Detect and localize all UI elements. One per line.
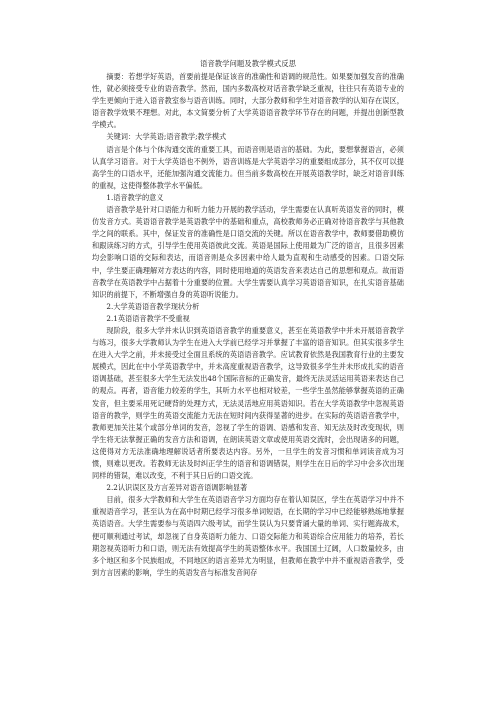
article-body <box>92 58 404 579</box>
subsection-2-2-paragraph: 目前，很多大学教师和大学生在英语语音学习方面均存在着认知误区，学生在英语学习中并不重视语音学习，甚至认为在高中时期已经学习很多单词短语，在长期的学习中已经能够熟练地掌握英语语音。大学生需要参与英语四六级考试，而学生误认为只要背诵大量的单词、实行题海战术，便可顺利通过考试，却忽视了自身英语听力能力、口语交际能力和英语综合应用能力的培养，若长期忽视英语听力和口语，则无法有效提高学生的英语整体水平。我国国土辽阔，人口数量较多，由多个地区和多个民族组成，不同地区的语言差异尤为明显，但教师在教学中并不重视语音教学，受到方言因素的影响，学生的英语发音与标准发音间存 <box>92 495 404 577</box>
abstract-paragraph: 摘要：若想学好英语，首要前提是保证该音的准确性和语调的规范性。如果要加强发音的准确性，就必须接受专业的语音教学。然而，国内多数高校对话音教学缺乏重视，往往只有英语专业的学生更倾向于进入语音教室参与语音训练。同时，大部分教师和学生对语音教学的认知存在误区，语音教学效果不理想。对此，本文简要分析了大学英语语音教学环节存在的问题，并提出创新型教学模式。 <box>92 72 404 130</box>
section-heading-1: 1.语音教学的意义 <box>106 192 164 202</box>
section-heading-2: 2.大学英语语音教学现状分析 <box>106 301 200 311</box>
keywords-line: 关键词：大学英语;语音教学;教学模式 <box>106 132 227 142</box>
intro-paragraph: 语言是个体与个体沟通交流的重要工具，而语音则是语言的基础。为此，要想掌握语言，必须认真学习语音。对于大学英语也不例外，语音训练是大学英语学习的重要组成部分，其不仅可以提高学生的口语水平，还能加强沟通交流能力。但当前多数高校在开展英语教学时，缺乏对语音训练的重视，这使得整体教学水平偏低。 <box>92 144 404 190</box>
subsection-2-1-paragraph: 现阶段，很多大学并未认识到英语语音教学的重要意义，甚至在英语教学中并未开展语音教学与练习，很多大学教师认为学生在进入大学前已经学习并掌握了丰富的语音知识。但其实很多学生在进入大学之前，并未接受过全面且系统的英语语音教学。应试教育依然是我国教育行业的主要发展模式，因此在中小学英语教学中，并未高度重视语音教学，这导致很多学生并未形成扎实的语音语调基础，甚至很多大学生无法发出48个国际音标的正确发音，最终无法灵活运用英语来表达自己的观点。再者，语音能力较差的学生，其听力水平也相对较差，一些学生虽然能够掌握英语的正确发音，但主要采用死记硬背的处理方式，无法灵活地应用英语知识。若在大学英语教学中忽视英语语音的教学，则学生的英语交流能力无法在短时间内获得显著的进步。在实际的英语语音教学中，教师更加关注某个或部分单词的发音，忽视了学生的语调、语感和发音、知无法及时改变现状，则学生将无法掌握正确的发音方法和语调，在朗读英语文章或使用英语交流时，会出现诸多的问题，这使得对方无法准确地理解说话者所要表达内容。另外，一旦学生的发音习惯和单词读音成为习惯，则难以更改。若教师无法及时纠正学生的语音和语调错误，则学生在日后的学习中会多次出现同样的错误，难以改变，不利于其日后的口语交流。 <box>92 325 404 481</box>
subsection-heading-2-2: 2.2认识误区及方言差异对语音语调影响显著 <box>106 483 248 493</box>
section-1-paragraph: 语音教学是针对口语能力和听力能力开展的教学活动，学生需要在认真听英语发音的同时，模仿发音方式。英语语音教学是英语教学中的基础和重点，高校教师务必正确对待语音教学与其他教学之间的联系。其中，保证发音的准确性是口语交流的关键。所以在语音教学中，教师要借助模仿和跟读练习的方式，引导学生使用英语彼此交流。英语是国际上使用最为广泛的语言，且很多因素均会影响口语的交际和表达，而语音则是众多因素中给人最为直观和生动感受的因素。口语交际中，学生要正确理解对方表达的内容，同时使用地道的英语发音来表达自己的思想和观点。故而语音教学在英语教学中占据着十分重要的位置。大学生需要认真学习英语语音知识，在扎实语音基础知识的前提下，不断增强自身的英语听说能力。 <box>92 205 404 299</box>
subsection-heading-2-1: 2.1英语语音教学不受重视 <box>106 313 190 323</box>
article-title: 语音教学问题及教学模式反思 <box>199 59 297 68</box>
